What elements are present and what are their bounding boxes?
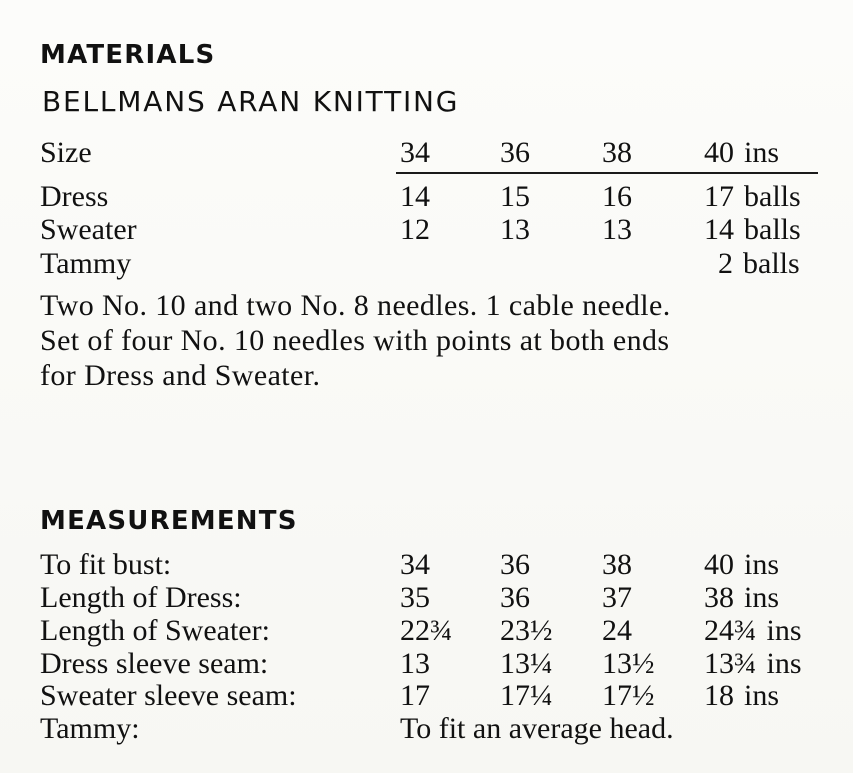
tammy-40-value: 2 — [718, 247, 733, 280]
tammy-measurement-label: Tammy: — [40, 712, 140, 745]
materials-row-sweater — [0, 215, 853, 247]
bust-40-value: 40 — [704, 548, 734, 581]
sweater-label: Sweater — [40, 213, 137, 246]
size-40-value: 40 — [704, 136, 734, 169]
sweater-40-value: 14 — [704, 213, 734, 246]
dress-length-36: 36 — [500, 581, 530, 614]
sweater-length-unit: ins — [766, 614, 802, 647]
sweater-36: 13 — [500, 213, 530, 246]
dress-34: 14 — [400, 180, 430, 213]
size-unit: ins — [744, 136, 780, 169]
size-38: 38 — [602, 136, 632, 169]
materials-title: MATERIALS — [40, 40, 216, 70]
dress-40-value: 17 — [704, 180, 734, 213]
measurement-row-sweater-length — [0, 616, 853, 648]
sweater-38: 13 — [602, 213, 632, 246]
sweater-sleeve-label: Sweater sleeve seam: — [40, 679, 297, 712]
tammy-unit: balls — [743, 247, 800, 280]
bust-34: 34 — [400, 548, 430, 581]
dress-length-38: 37 — [602, 581, 632, 614]
sweater-sleeve-40 — [704, 681, 779, 711]
size-label: Size — [40, 136, 92, 169]
bust-40 — [704, 550, 779, 580]
bust-unit: ins — [744, 548, 780, 581]
sweater-length-label: Length of Sweater: — [40, 614, 270, 647]
measurement-row-dress-sleeve — [0, 649, 853, 681]
dress-length-label: Length of Dress: — [40, 581, 242, 614]
bust-38: 38 — [602, 548, 632, 581]
dress-sleeve-36: 13¼ — [500, 647, 553, 680]
sweater-sleeve-unit: ins — [744, 679, 780, 712]
size-36: 36 — [500, 136, 530, 169]
measurement-row-dress-length — [0, 583, 853, 615]
sweater-sleeve-34: 17 — [400, 679, 430, 712]
dress-length-34: 35 — [400, 581, 430, 614]
materials-row-dress — [0, 182, 853, 214]
dress-length-unit: ins — [744, 581, 780, 614]
materials-size-row — [0, 138, 853, 170]
bust-36: 36 — [500, 548, 530, 581]
sweater-length-34: 22¾ — [400, 614, 453, 647]
dress-sleeve-40 — [704, 649, 802, 679]
size-divider — [396, 172, 818, 174]
needle-notes — [40, 288, 830, 393]
dress-label: Dress — [40, 180, 109, 213]
tammy-label: Tammy — [40, 247, 132, 280]
size-40 — [704, 138, 779, 168]
dress-sleeve-40-value: 13¾ — [704, 647, 757, 680]
sweater-40 — [704, 215, 801, 245]
measurement-row-tammy — [0, 714, 853, 746]
dress-sleeve-38: 13½ — [602, 647, 655, 680]
dress-36: 15 — [500, 180, 530, 213]
needle-note-line-3: for Dress and Sweater. — [40, 359, 321, 392]
dress-sleeve-label: Dress sleeve seam: — [40, 647, 269, 680]
dress-unit: balls — [744, 180, 801, 213]
measurement-row-bust — [0, 550, 853, 582]
sweater-length-40 — [704, 616, 802, 646]
sweater-sleeve-36: 17¼ — [500, 679, 553, 712]
tammy-measurement-note: To fit an average head. — [400, 712, 674, 745]
materials-row-tammy — [0, 249, 853, 281]
needle-note-line-1: Two No. 10 and two No. 8 needles. 1 cable needle. — [40, 289, 671, 322]
needle-note-line-2: Set of four No. 10 needles with points at both ends — [40, 324, 670, 357]
dress-length-40-value: 38 — [704, 581, 734, 614]
measurements-title: MEASUREMENTS — [40, 506, 298, 536]
measurement-row-sweater-sleeve — [0, 681, 853, 713]
sweater-length-36: 23½ — [500, 614, 553, 647]
sweater-sleeve-40-value: 18 — [704, 679, 734, 712]
dress-sleeve-unit: ins — [766, 647, 802, 680]
yarn-name: BELLMANS ARAN KNITTING — [42, 85, 460, 118]
dress-length-40 — [704, 583, 779, 613]
sweater-length-40-value: 24¾ — [704, 614, 757, 647]
bust-label: To fit bust: — [40, 548, 172, 581]
dress-38: 16 — [602, 180, 632, 213]
sweater-unit: balls — [744, 213, 801, 246]
sweater-34: 12 — [400, 213, 430, 246]
dress-sleeve-34: 13 — [400, 647, 430, 680]
tammy-40 — [718, 249, 800, 279]
size-34: 34 — [400, 136, 430, 169]
sweater-sleeve-38: 17½ — [602, 679, 655, 712]
sweater-length-38: 24 — [602, 614, 632, 647]
dress-40 — [704, 182, 801, 212]
